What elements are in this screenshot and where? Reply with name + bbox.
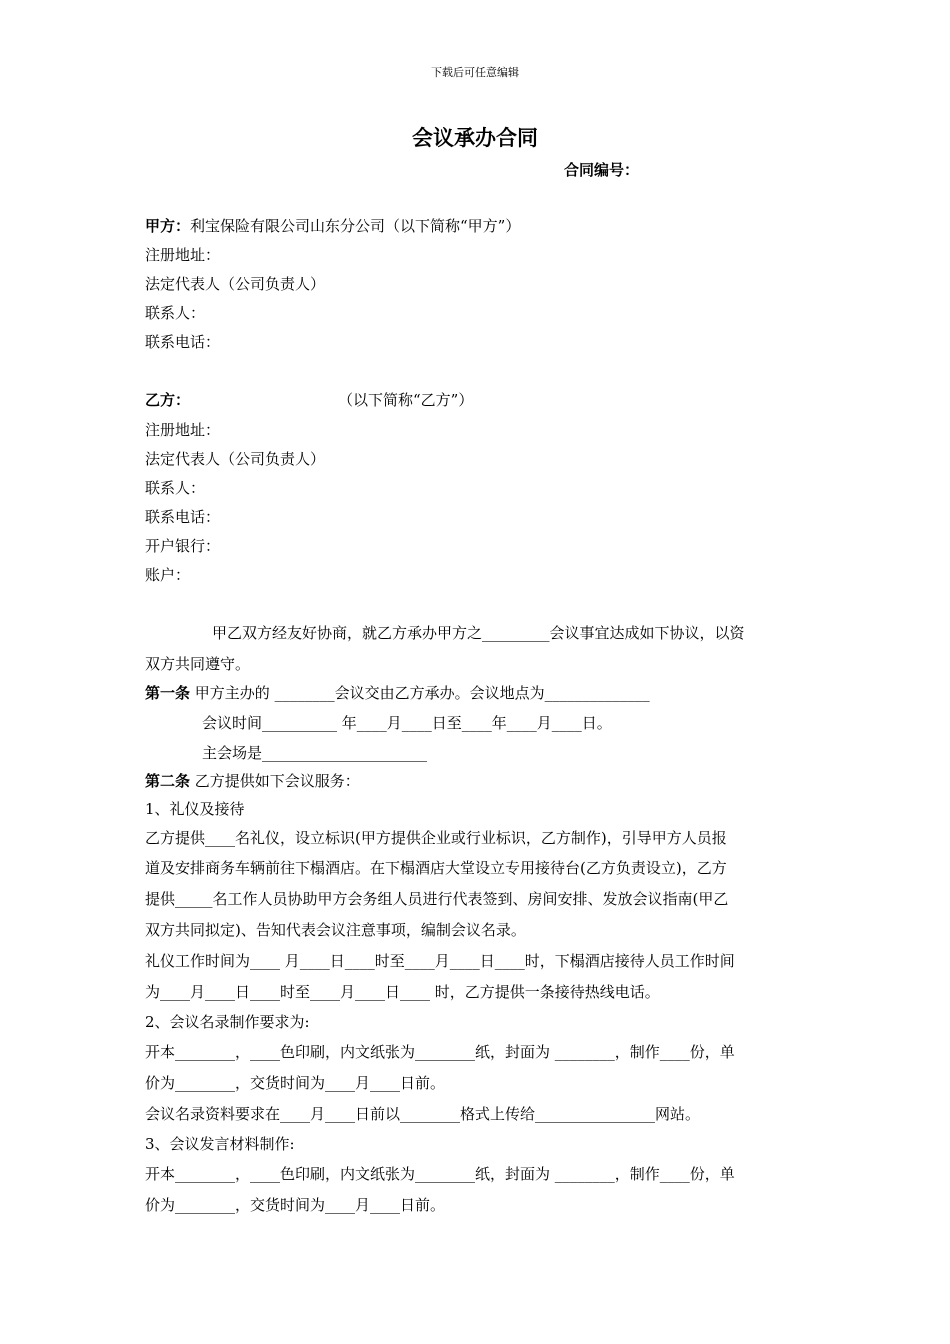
party-b-line — [145, 390, 473, 410]
party-a-line — [145, 216, 520, 236]
party-a-contact: 联系人： — [145, 304, 206, 322]
section-2-line-1: 开本________，____色印刷，内文纸张为________纸，封面为 ________，制作____份，单 — [145, 1043, 735, 1061]
party-b-label: 乙方： — [145, 391, 191, 409]
article-2-line-1 — [145, 771, 360, 791]
article-1-line-3: 主会场是______________________ — [202, 744, 428, 762]
party-b-phone: 联系电话： — [145, 508, 221, 526]
intro-line-1: 甲乙双方经友好协商，就乙方承办甲方之_________会议事宜达成如下协议，以资 — [212, 624, 745, 642]
party-b-name: （以下简称“乙方”） — [338, 391, 474, 409]
intro-line-2: 双方共同遵守。 — [145, 655, 251, 673]
section-1-line-3: 提供_____名工作人员协助甲方会务组人员进行代表签到、房间安排、发放会议指南(甲乙 — [145, 890, 729, 908]
section-3-title: 3、会议发言材料制作: — [145, 1135, 295, 1153]
party-b-representative: 法定代表人（公司负责人） — [145, 450, 326, 468]
contract-number: 合同编号： — [564, 161, 640, 179]
section-2-title: 2、会议名录制作要求为: — [145, 1013, 310, 1031]
party-a-representative: 法定代表人（公司负责人） — [145, 275, 326, 293]
article-1-text: 甲方主办的 ________会议交由乙方承办。会议地点为______________ — [194, 684, 650, 702]
party-b-bank: 开户银行： — [145, 537, 221, 555]
document-title: 会议承办合同 — [412, 126, 538, 150]
section-2-line-2: 价为________，交货时间为____月____日前。 — [145, 1074, 446, 1092]
section-3-line-2: 价为________，交货时间为____月____日前。 — [145, 1196, 446, 1214]
article-2-intro: 乙方提供如下会议服务： — [194, 772, 360, 790]
section-1-line-1: 乙方提供____名礼仪，设立标识(甲方提供企业或行业标识，乙方制作)，引导甲方人员报 — [145, 829, 727, 847]
party-a-phone: 联系电话： — [145, 333, 221, 351]
party-a-address: 注册地址： — [145, 246, 221, 264]
section-1-line-2: 道及安排商务车辆前往下榻酒店。在下榻酒店大堂设立专用接待台(乙方负责设立)，乙方 — [145, 859, 727, 877]
party-b-address: 注册地址： — [145, 421, 221, 439]
section-3-line-1: 开本________，____色印刷，内文纸张为________纸，封面为 ________，制作____份，单 — [145, 1165, 735, 1183]
article-1-line-1 — [145, 683, 650, 703]
section-1-title: 1、礼仪及接待 — [145, 800, 245, 818]
section-1-line-6: 为____月____日____时至____月____日____ 时，乙方提供一条接待热线电话。 — [145, 983, 660, 1001]
party-a-name: 利宝保险有限公司山东分公司（以下简称“甲方”） — [190, 217, 521, 235]
section-1-line-5: 礼仪工作时间为____ 月____日____时至____月____日____时，下榻酒店接待人员工作时间 — [145, 952, 735, 970]
article-1-line-2: 会议时间__________ 年____月____日至____年____月____日。 — [202, 714, 612, 732]
section-1-line-4: 双方共同拟定)、告知代表会议注意事项，编制会议名录。 — [145, 921, 526, 939]
page-header: 下载后可任意编辑 — [431, 66, 519, 79]
section-2-line-3: 会议名录资料要求在____月____日前以________格式上传给________________网站。 — [145, 1105, 701, 1123]
article-2-label: 第二条 — [145, 772, 191, 790]
party-b-contact: 联系人： — [145, 479, 206, 497]
article-1-label: 第一条 — [145, 684, 191, 702]
party-a-label: 甲方： — [145, 217, 191, 235]
party-b-account: 账户： — [145, 566, 191, 584]
